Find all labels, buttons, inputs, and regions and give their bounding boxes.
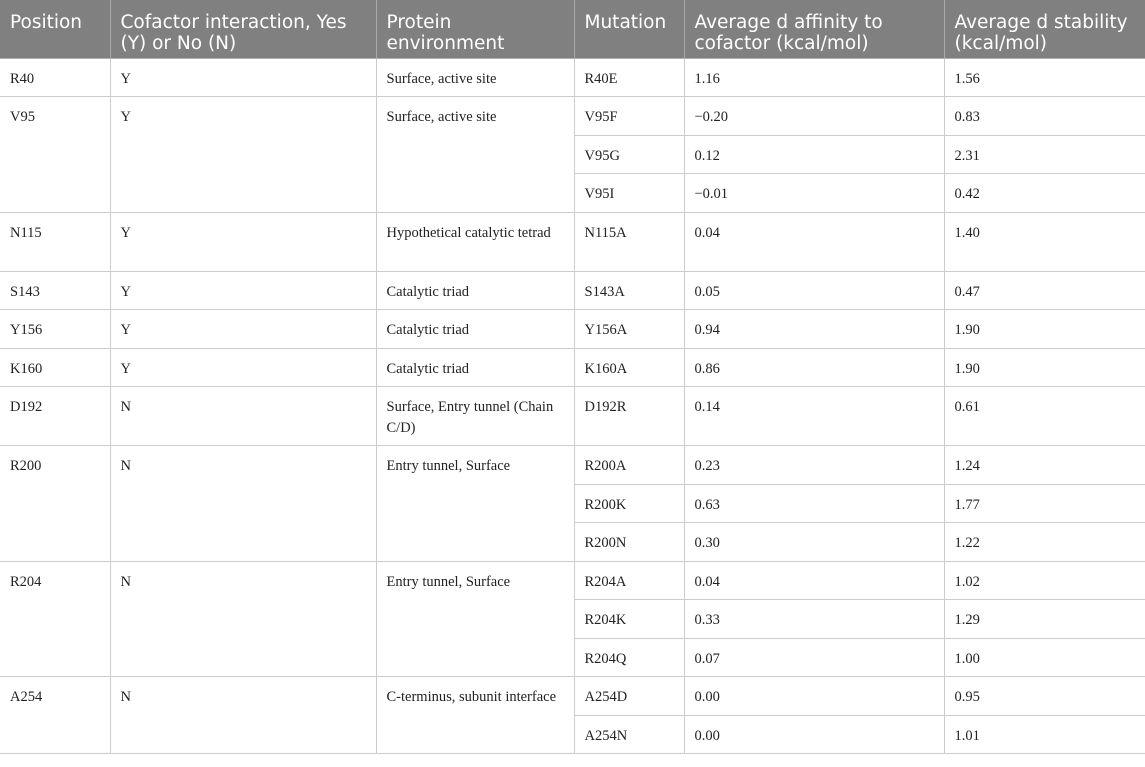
cofactor-cell: Y (110, 212, 376, 271)
cofactor-cell: Y (110, 58, 376, 97)
environment-cell: Entry tunnel, Surface (376, 446, 574, 562)
stability-cell: 1.02 (944, 561, 1145, 600)
mutation-cell: R204Q (574, 638, 684, 677)
affinity-cell: 0.14 (684, 387, 944, 446)
mutation-cell: R200A (574, 446, 684, 485)
stability-cell: 1.77 (944, 484, 1145, 523)
affinity-cell: 0.04 (684, 561, 944, 600)
position-cell: K160 (0, 348, 110, 387)
cofactor-cell: N (110, 446, 376, 562)
environment-cell: Catalytic triad (376, 348, 574, 387)
environment-cell: Entry tunnel, Surface (376, 561, 574, 677)
stability-cell: 0.61 (944, 387, 1145, 446)
affinity-cell: 0.63 (684, 484, 944, 523)
header-row (0, 0, 1145, 58)
cofactor-cell: Y (110, 271, 376, 310)
stability-cell: 1.40 (944, 212, 1145, 271)
position-cell: S143 (0, 271, 110, 310)
mutation-cell: K160A (574, 348, 684, 387)
header-mutation: Mutation (574, 0, 684, 58)
mutation-cell: Y156A (574, 310, 684, 349)
table-row (0, 446, 1145, 485)
affinity-cell: 1.16 (684, 58, 944, 97)
affinity-cell: −0.20 (684, 97, 944, 136)
mutation-cell: S143A (574, 271, 684, 310)
table-row (0, 97, 1145, 136)
environment-cell: Hypothetical catalytic tetrad (376, 212, 574, 271)
table-row (0, 561, 1145, 600)
position-cell: R204 (0, 561, 110, 677)
mutation-cell: A254D (574, 677, 684, 716)
table-row (0, 387, 1145, 446)
mutation-cell: V95F (574, 97, 684, 136)
table-row (0, 212, 1145, 271)
table-row (0, 58, 1145, 97)
mutation-cell: D192R (574, 387, 684, 446)
stability-cell: 1.56 (944, 58, 1145, 97)
cofactor-cell: N (110, 387, 376, 446)
cofactor-cell: Y (110, 348, 376, 387)
environment-cell: Catalytic triad (376, 271, 574, 310)
header-protein-environment: Protein environment (376, 0, 574, 58)
affinity-cell: 0.23 (684, 446, 944, 485)
header-position: Position (0, 0, 110, 58)
mutation-cell: N115A (574, 212, 684, 271)
mutation-cell: R204K (574, 600, 684, 639)
environment-cell: Surface, Entry tunnel (Chain C/D) (376, 387, 574, 446)
affinity-cell: 0.86 (684, 348, 944, 387)
stability-cell: 1.24 (944, 446, 1145, 485)
table-row (0, 348, 1145, 387)
position-cell: D192 (0, 387, 110, 446)
affinity-cell: −0.01 (684, 174, 944, 213)
cofactor-cell: N (110, 677, 376, 754)
affinity-cell: 0.94 (684, 310, 944, 349)
stability-cell: 1.29 (944, 600, 1145, 639)
header-affinity: Average d affinity to cofactor (kcal/mol) (684, 0, 944, 58)
affinity-cell: 0.33 (684, 600, 944, 639)
position-cell: N115 (0, 212, 110, 271)
table-row (0, 310, 1145, 349)
mutation-cell: R40E (574, 58, 684, 97)
stability-cell: 1.00 (944, 638, 1145, 677)
mutation-cell: A254N (574, 715, 684, 754)
stability-cell: 1.01 (944, 715, 1145, 754)
environment-cell: Surface, active site (376, 58, 574, 97)
affinity-cell: 0.00 (684, 715, 944, 754)
position-cell: R40 (0, 58, 110, 97)
cofactor-cell: Y (110, 310, 376, 349)
stability-cell: 0.47 (944, 271, 1145, 310)
position-cell: A254 (0, 677, 110, 754)
mutation-cell: R200N (574, 523, 684, 562)
header-stability: Average d stability (kcal/mol) (944, 0, 1145, 58)
mutation-cell: V95G (574, 135, 684, 174)
environment-cell: Surface, active site (376, 97, 574, 213)
cofactor-cell: N (110, 561, 376, 677)
stability-cell: 0.42 (944, 174, 1145, 213)
mutation-cell: V95I (574, 174, 684, 213)
affinity-cell: 0.05 (684, 271, 944, 310)
stability-cell: 0.83 (944, 97, 1145, 136)
stability-cell: 2.31 (944, 135, 1145, 174)
environment-cell: Catalytic triad (376, 310, 574, 349)
position-cell: R200 (0, 446, 110, 562)
stability-cell: 1.22 (944, 523, 1145, 562)
position-cell: Y156 (0, 310, 110, 349)
stability-cell: 1.90 (944, 348, 1145, 387)
stability-cell: 1.90 (944, 310, 1145, 349)
affinity-cell: 0.12 (684, 135, 944, 174)
affinity-cell: 0.00 (684, 677, 944, 716)
environment-cell: C-terminus, subunit interface (376, 677, 574, 754)
table-header (0, 0, 1145, 58)
table-row (0, 271, 1145, 310)
table-body (0, 58, 1145, 754)
mutation-cell: R204A (574, 561, 684, 600)
mutation-cell: R200K (574, 484, 684, 523)
table-row (0, 677, 1145, 716)
affinity-cell: 0.07 (684, 638, 944, 677)
header-cofactor-interaction: Cofactor interaction, Yes (Y) or No (N) (110, 0, 376, 58)
stability-cell: 0.95 (944, 677, 1145, 716)
position-cell: V95 (0, 97, 110, 213)
affinity-cell: 0.04 (684, 212, 944, 271)
affinity-cell: 0.30 (684, 523, 944, 562)
cofactor-cell: Y (110, 97, 376, 213)
